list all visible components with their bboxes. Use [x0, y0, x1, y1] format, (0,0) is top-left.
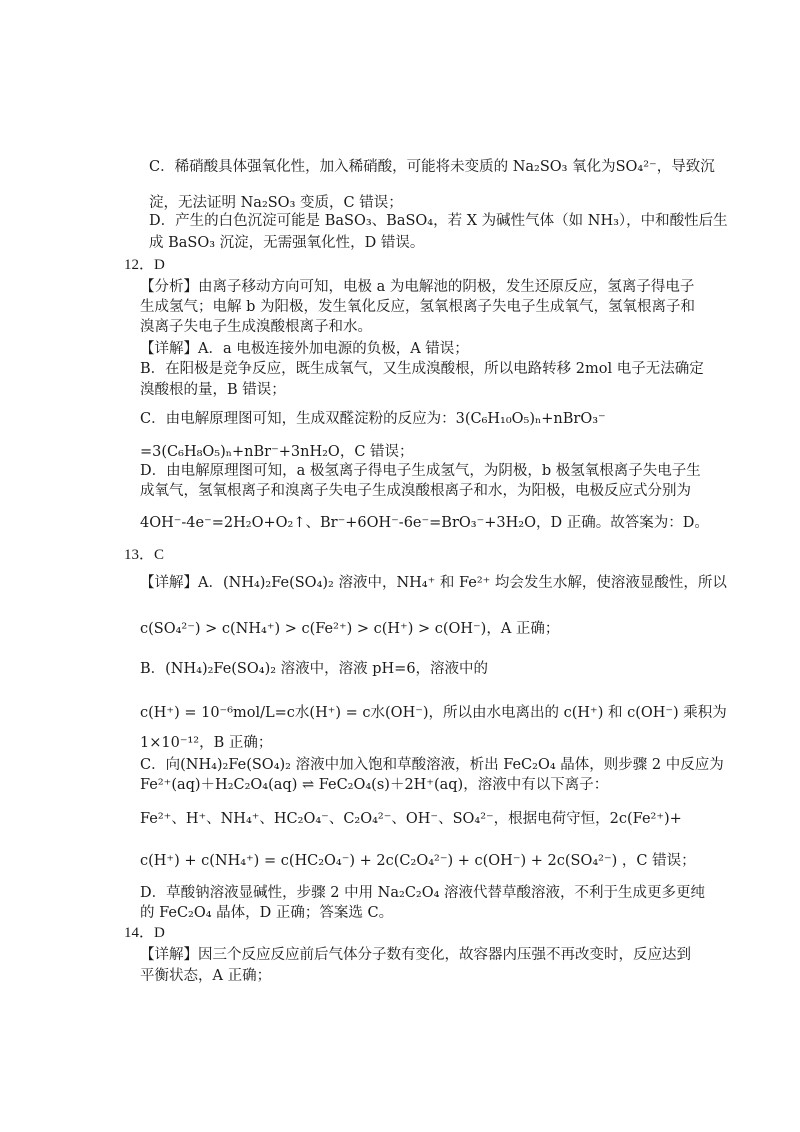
formula-line: Fe²⁺(aq)＋H₂C₂O₄(aq) ⇌ FeC₂O₄(s)＋2H⁺(aq)，溶液中有以下离子：	[140, 777, 609, 793]
text-line: 生成氢气；电解 b 为阳极，发生氧化反应，氢氧根离子失电子生成氧气，氢氧根离子和	[140, 299, 695, 315]
formula-line: c(H⁺) = 10⁻⁶mol/L=c水(H⁺) = c水(OH⁻)，所以由水电离出的 c(H⁺) 和 c(OH⁻) 乘积为	[140, 705, 727, 721]
text-line: C．稀硝酸具体强氧化性，加入稀硝酸，可能将未变质的 Na₂SO₃ 氧化为SO₄²⁻，导致沉	[149, 159, 715, 175]
text-line: 【详解】A．a 电极连接外加电源的负极，A 错误；	[140, 341, 469, 357]
text-line: B．在阳极是竞争反应，既生成氧气，又生成溴酸根，所以电路转移 2mol 电子无法确定	[140, 361, 704, 377]
formula-line: c(SO₄²⁻) > c(NH₄⁺) > c(Fe²⁺) > c(H⁺) > c(OH⁻)，A 正确；	[140, 621, 560, 637]
text-line: 溴离子失电子生成溴酸根离子和水。	[140, 319, 372, 335]
text-line: 4OH⁻-4e⁻=2H₂O+O₂↑、Br⁻+6OH⁻-6e⁻=BrO₃⁻+3H₂O，D 正确。故答案为：D。	[140, 515, 709, 531]
text-line: 【分析】由离子移动方向可知，电极 a 为电解池的阴极，发生还原反应，氢离子得电子	[140, 279, 695, 295]
text-line: =3(C₆H₈O₅)ₙ+nBr⁻+3nH₂O，C 错误；	[140, 444, 414, 460]
text-line: 成 BaSO₃ 沉淀，无需强氧化性，D 错误。	[149, 235, 425, 251]
text-line: 成氧气，氢氧根离子和溴离子失电子生成溴酸根离子和水，为阳极，电极反应式分别为	[140, 483, 691, 499]
text-line: 1×10⁻¹²，B 正确；	[140, 735, 273, 751]
formula-line: c(H⁺) + c(NH₄⁺) = c(HC₂O₄⁻) + 2c(C₂O₄²⁻) + c(OH⁻) + 2c(SO₄²⁻) ，C 错误；	[140, 853, 696, 869]
text-line: 溴酸根的量，B 错误；	[140, 382, 286, 398]
text-line: 平衡状态，A 正确；	[140, 968, 272, 984]
text-line: 【详解】因三个反应反应前后气体分子数有变化，故容器内压强不再改变时，反应达到	[140, 947, 691, 963]
text-line: D．产生的白色沉淀可能是 BaSO₃、BaSO₄，若 X 为碱性气体（如 NH₃），中和酸性后生	[149, 213, 728, 229]
text-line: 【详解】A．(NH₄)₂Fe(SO₄)₂ 溶液中，NH₄⁺ 和 Fe²⁺ 均会发生水解，使溶液显酸性，所以	[140, 575, 727, 591]
text-line: C．由电解原理图可知，生成双醛淀粉的反应为：3(C₆H₁₀O₅)ₙ+nBrO₃⁻	[140, 411, 606, 427]
text-line: 的 FeC₂O₄ 晶体，D 正确；答案选 C。	[140, 905, 394, 921]
text-line: B．(NH₄)₂Fe(SO₄)₂ 溶液中，溶液 pH=6，溶液中的	[140, 661, 489, 677]
text-line: C．向(NH₄)₂Fe(SO₄)₂ 溶液中加入饱和草酸溶液，析出 FeC₂O₄ 晶体，则步骤 2 中反应为	[140, 757, 724, 773]
text-line: D．草酸钠溶液显碱性，步骤 2 中用 Na₂C₂O₄ 溶液代替草酸溶液，不利于生成更多更纯	[140, 885, 706, 901]
text-line: D．由电解原理图可知，a 极氢离子得电子生成氢气，为阴极，b 极氢氧根离子失电子生	[140, 463, 701, 479]
formula-line: Fe²⁺、H⁺、NH₄⁺、HC₂O₄⁻、C₂O₄²⁻、OH⁻、SO₄²⁻，根据电荷守恒，2c(Fe²⁺)+	[140, 811, 682, 827]
text-line: 淀，无法证明 Na₂SO₃ 变质，C 错误；	[149, 195, 403, 211]
question-number: 12．D	[124, 257, 165, 273]
question-number: 13．C	[124, 547, 165, 563]
question-number: 14．D	[124, 925, 165, 941]
